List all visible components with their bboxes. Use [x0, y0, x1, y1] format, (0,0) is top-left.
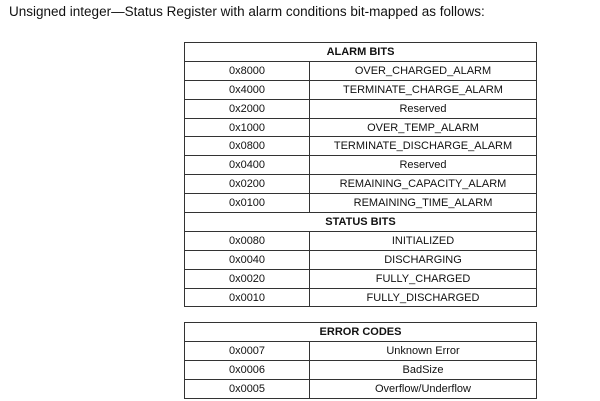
- table-row: [185, 231, 537, 250]
- description-cell: Reserved: [310, 156, 537, 175]
- section-header-row: [185, 323, 537, 342]
- error-codes-table: [184, 322, 537, 399]
- table-row: [185, 341, 537, 360]
- table-row: [185, 99, 537, 118]
- code-cell: 0x0020: [185, 269, 310, 288]
- code-cell: 0x0040: [185, 250, 310, 269]
- code-cell: 0x1000: [185, 118, 310, 137]
- code-cell: 0x0005: [185, 379, 310, 398]
- section-header-row: [185, 213, 537, 232]
- table-row: [185, 156, 537, 175]
- description-cell: TERMINATE_CHARGE_ALARM: [310, 80, 537, 99]
- table-row: [185, 379, 537, 398]
- description-cell: FULLY_CHARGED: [310, 269, 537, 288]
- table-row: [185, 61, 537, 80]
- intro-text: Unsigned integer—Status Register with alarm conditions bit-mapped as follows:: [9, 4, 485, 19]
- section-header: ERROR CODES: [185, 323, 537, 342]
- code-cell: 0x0080: [185, 231, 310, 250]
- code-cell: 0x0010: [185, 288, 310, 307]
- description-cell: OVER_TEMP_ALARM: [310, 118, 537, 137]
- code-cell: 0x2000: [185, 99, 310, 118]
- table-row: [185, 250, 537, 269]
- table-row: [185, 269, 537, 288]
- table-row: [185, 194, 537, 213]
- description-cell: DISCHARGING: [310, 250, 537, 269]
- description-cell: OVER_CHARGED_ALARM: [310, 61, 537, 80]
- table-row: [185, 137, 537, 156]
- code-cell: 0x0400: [185, 156, 310, 175]
- description-cell: BadSize: [310, 360, 537, 379]
- description-cell: FULLY_DISCHARGED: [310, 288, 537, 307]
- description-cell: Reserved: [310, 99, 537, 118]
- code-cell: 0x0006: [185, 360, 310, 379]
- table-row: [185, 118, 537, 137]
- description-cell: Unknown Error: [310, 341, 537, 360]
- description-cell: INITIALIZED: [310, 231, 537, 250]
- code-cell: 0x4000: [185, 80, 310, 99]
- table-row: [185, 360, 537, 379]
- table-row: [185, 288, 537, 307]
- status-register-table: [184, 42, 537, 307]
- description-cell: Overflow/Underflow: [310, 379, 537, 398]
- description-cell: REMAINING_CAPACITY_ALARM: [310, 175, 537, 194]
- table-row: [185, 80, 537, 99]
- section-header: ALARM BITS: [185, 43, 537, 62]
- description-cell: TERMINATE_DISCHARGE_ALARM: [310, 137, 537, 156]
- code-cell: 0x0800: [185, 137, 310, 156]
- section-header: STATUS BITS: [185, 213, 537, 232]
- code-cell: 0x0100: [185, 194, 310, 213]
- section-header-row: [185, 43, 537, 62]
- description-cell: REMAINING_TIME_ALARM: [310, 194, 537, 213]
- table-row: [185, 175, 537, 194]
- code-cell: 0x8000: [185, 61, 310, 80]
- code-cell: 0x0200: [185, 175, 310, 194]
- code-cell: 0x0007: [185, 341, 310, 360]
